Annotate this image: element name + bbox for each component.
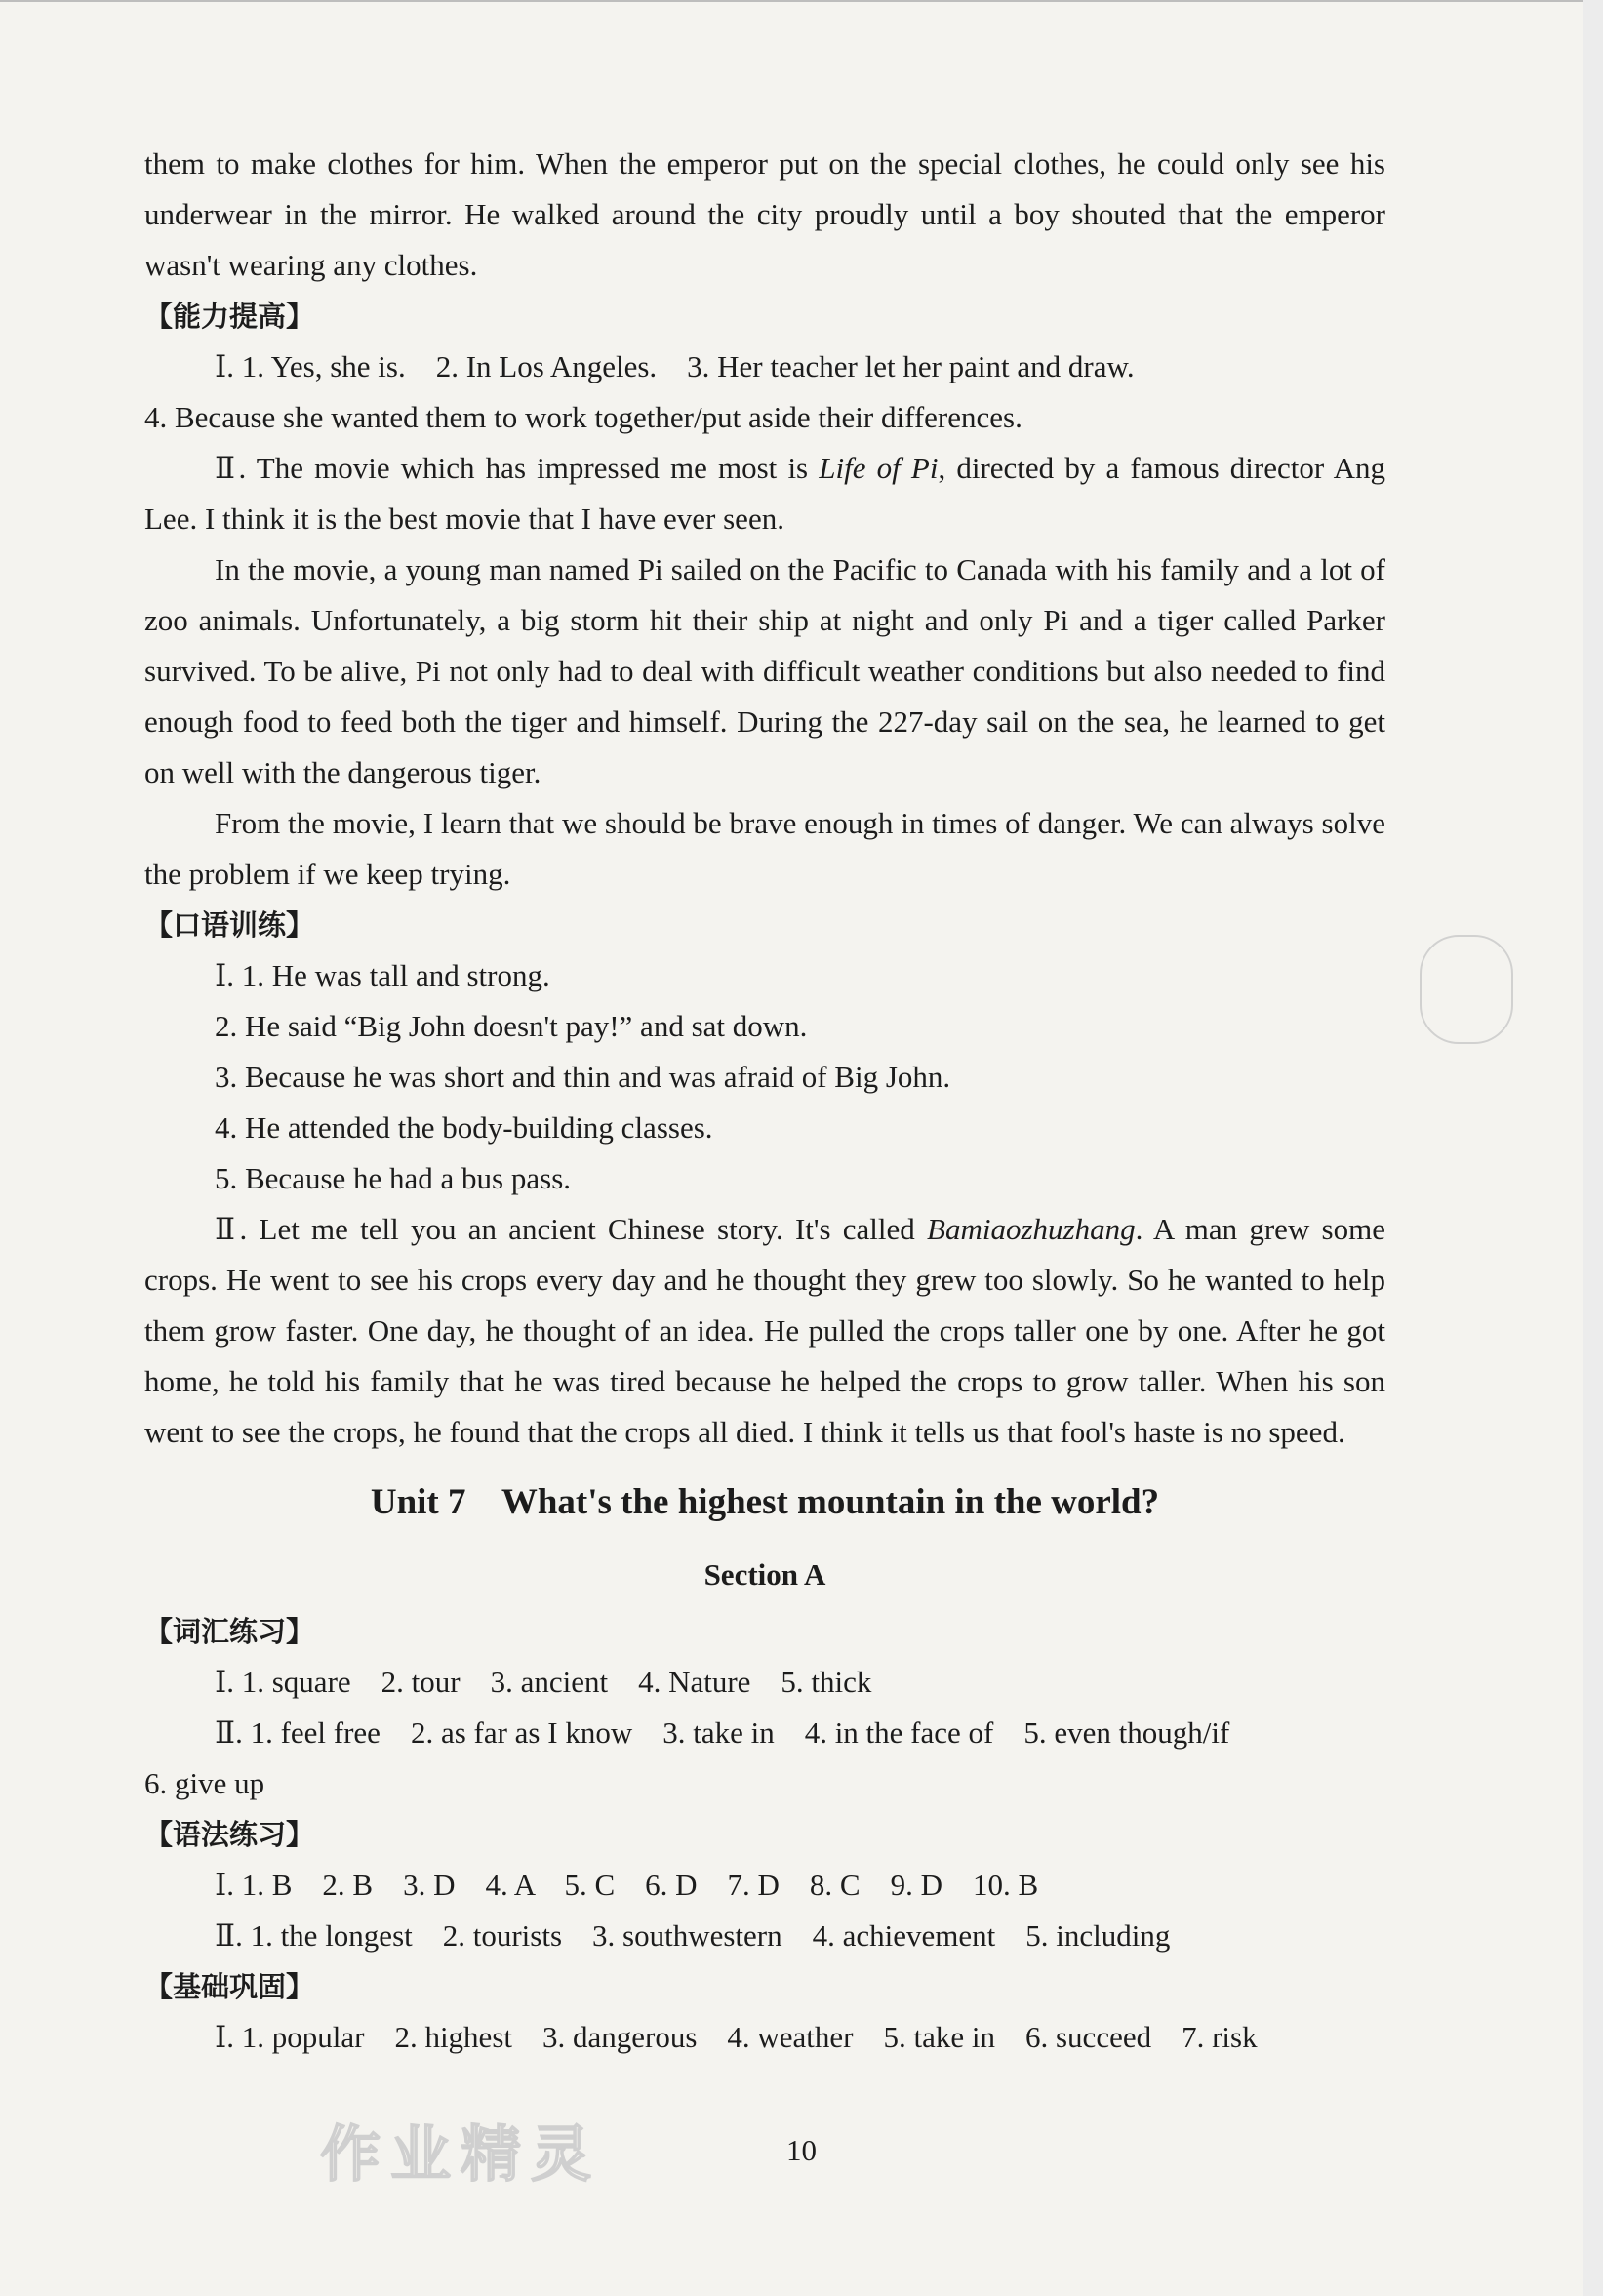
page-edge bbox=[1583, 0, 1603, 2296]
oral-part2-paragraph bbox=[144, 1204, 1385, 1458]
oral-item-3: 3. Because he was short and thin and was afraid of Big John. bbox=[215, 1060, 951, 1094]
oral-item-2: 2. He said “Big John doesn't pay!” and sat down. bbox=[215, 1009, 808, 1043]
vocab-line-1: Ⅰ. 1. square 2. tour 3. ancient 4. Nature 5. thick bbox=[215, 1665, 872, 1699]
ability-heading: 【能力提高】 bbox=[144, 300, 315, 333]
ability-paragraph-3: From the movie, I learn that we should be brave enough in times of danger. We can always solve the problem if we keep trying. bbox=[144, 806, 1385, 891]
basic-line-1: Ⅰ. 1. popular 2. highest 3. dangerous 4. weather 5. take in 6. succeed 7. risk bbox=[215, 2020, 1258, 2054]
oral-part2-post: . A man grew some crops. He went to see his crops every day and he thought they grew too slowly. So he wanted to help them grow faster. One day, he thought of an idea. He pulled the crops taller one by one. After he got home, he told his family that he was tired because he helped the crops to grow taller. When his son went to see the crops, he found that the crops all died. I think it tells us that fool's haste is no speed. bbox=[144, 1212, 1385, 1449]
stamp-icon bbox=[1420, 935, 1513, 1044]
ability-part2-post: , directed by a famous director Ang Lee. I think it is the best movie that I have ever seen. bbox=[144, 451, 1385, 536]
vocab-line-3: 6. give up bbox=[144, 1766, 265, 1800]
page-number: 10 bbox=[786, 2133, 817, 2167]
top-rule bbox=[0, 0, 1603, 2]
ability-part2-pre: Ⅱ. The movie which has impressed me most is bbox=[215, 451, 820, 485]
continuation-paragraph: them to make clothes for him. When the emperor put on the special clothes, he could only see his underwear in the mirror. He walked around the city proudly until a boy shouted that the emperor wasn't wearing any clothes. bbox=[144, 146, 1385, 282]
grammar-line-2: Ⅱ. 1. the longest 2. tourists 3. southwestern 4. achievement 5. including bbox=[215, 1918, 1171, 1953]
oral-part2-pre: Ⅱ. Let me tell you an ancient Chinese story. It's called bbox=[215, 1212, 928, 1246]
oral-heading: 【口语训练】 bbox=[144, 908, 315, 942]
story-title: Bamiaozhuzhang bbox=[927, 1212, 1136, 1246]
vocab-line-2: Ⅱ. 1. feel free 2. as far as I know 3. take in 4. in the face of 5. even though/if bbox=[215, 1715, 1230, 1750]
oral-item-4: 4. He attended the body-building classes. bbox=[215, 1110, 713, 1145]
watermark: 作业精灵 bbox=[320, 2118, 602, 2190]
basic-heading: 【基础巩固】 bbox=[144, 1970, 315, 2003]
ability-part2-paragraph bbox=[144, 443, 1385, 544]
grammar-heading: 【语法练习】 bbox=[144, 1818, 315, 1851]
ability-paragraph-2: In the movie, a young man named Pi sailed on the Pacific to Canada with his family and a lot of zoo animals. Unfortunately, a big storm hit their ship at night and only Pi and a tiger called Parker survived. To be alive, Pi not only had to deal with difficult weather conditions but also needed to find enough food to feed both the tiger and himself. During the 227-day sail on the sea, he learned to get on well with the dangerous tiger. bbox=[144, 552, 1385, 789]
answer-page bbox=[144, 139, 1385, 2063]
section-title: Section A bbox=[703, 1557, 826, 1591]
oral-item-1: Ⅰ. 1. He was tall and strong. bbox=[215, 958, 550, 992]
ability-part1-line2: 4. Because she wanted them to work together/put aside their differences. bbox=[144, 400, 1022, 434]
ability-part1-line1: Ⅰ. 1. Yes, she is. 2. In Los Angeles. 3. Her teacher let her paint and draw. bbox=[215, 349, 1135, 383]
oral-item-5: 5. Because he had a bus pass. bbox=[215, 1161, 572, 1195]
vocab-heading: 【词汇练习】 bbox=[144, 1615, 315, 1648]
grammar-line-1: Ⅰ. 1. B 2. B 3. D 4. A 5. C 6. D 7. D 8. C 9. D 10. B bbox=[215, 1868, 1039, 1902]
movie-title: Life of Pi bbox=[819, 451, 939, 485]
unit-title: Unit 7 What's the highest mountain in the world? bbox=[370, 1482, 1160, 1522]
